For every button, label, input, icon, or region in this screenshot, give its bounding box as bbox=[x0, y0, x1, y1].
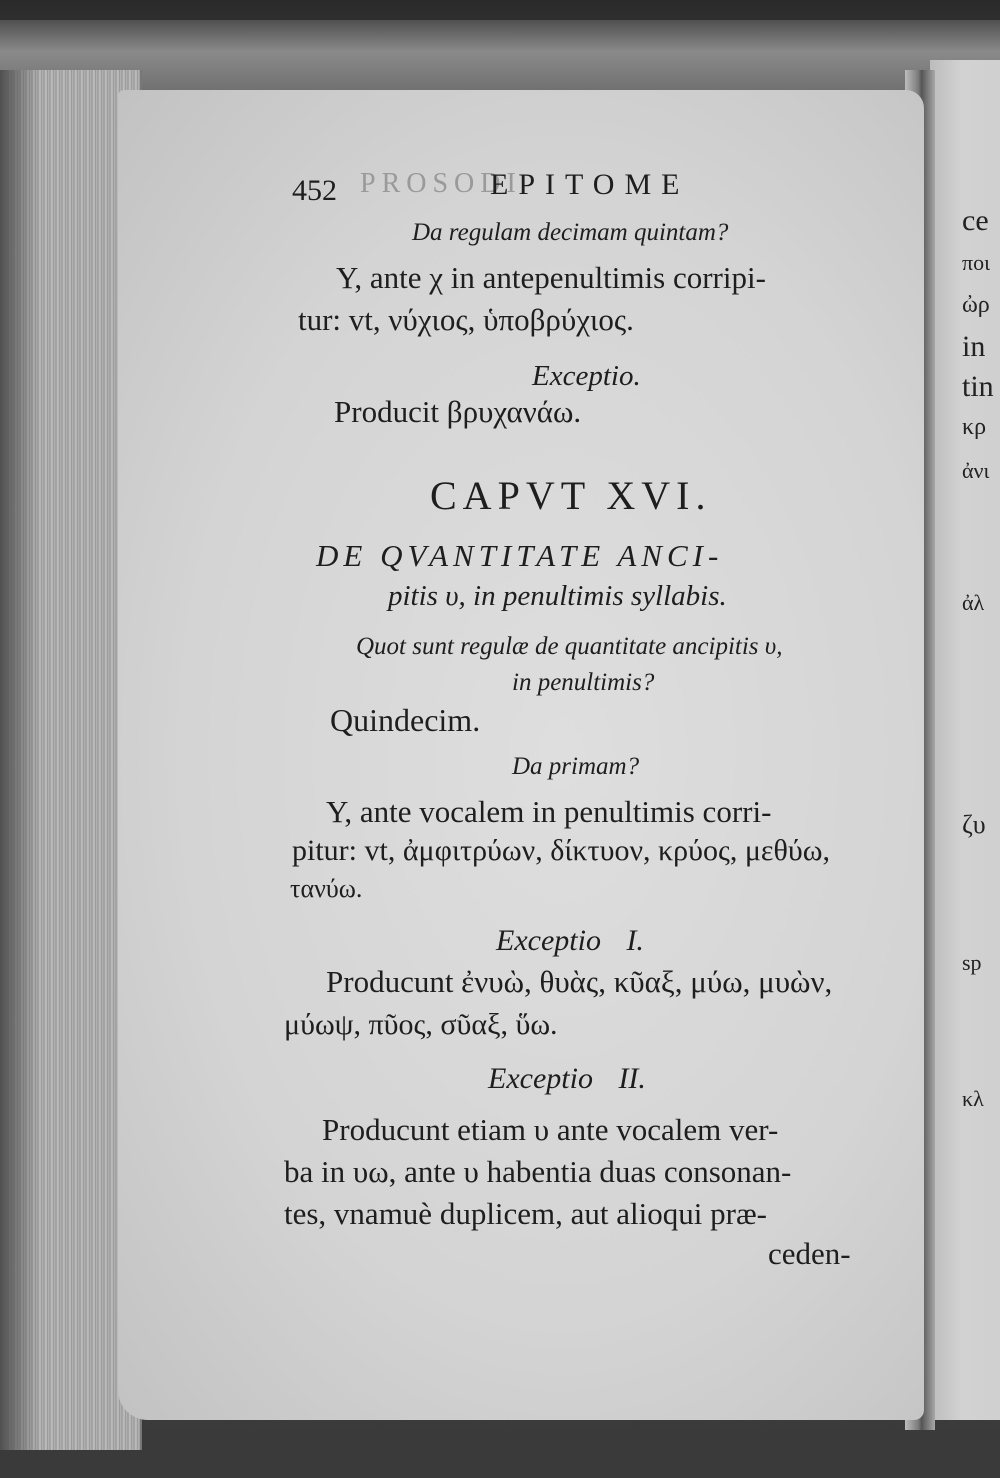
right-page-fragment: ce bbox=[962, 204, 989, 237]
rule-15-line-2: tur: vt, νύχιος, ὑποβρύχιος. bbox=[298, 302, 634, 337]
fore-edge-shadow bbox=[0, 70, 40, 1450]
question-count-line-1: Quot sunt regulæ de quantitate ancipitis υ, bbox=[356, 633, 783, 660]
page-number: 452 bbox=[292, 174, 337, 207]
exception-2-line-3: tes, vnamuè duplicem, aut alioqui præ- bbox=[284, 1196, 767, 1231]
exception-2-line-4: ceden- bbox=[768, 1236, 851, 1271]
right-page-fragment: κλ bbox=[962, 1086, 984, 1111]
right-page-fragment: ὠρ bbox=[962, 292, 990, 318]
exception-1-heading: Exceptio I. bbox=[496, 924, 644, 957]
chapter-subtitle-line-2: pitis υ, in penultimis syllabis. bbox=[388, 580, 727, 612]
right-page-fragment: ποι bbox=[962, 250, 991, 275]
exception-text: Producit βρυχανάω. bbox=[334, 394, 582, 429]
exception-1-line-2: μύωψ, πῦος, σῦαξ, ὕω. bbox=[284, 1008, 558, 1041]
right-page-fragment: ζυ bbox=[962, 810, 986, 839]
question-count-line-2: in penultimis? bbox=[512, 669, 655, 696]
right-page-fragment: ἀλ bbox=[962, 590, 985, 615]
question-rule-15: Da regulam decimam quintam? bbox=[412, 219, 729, 246]
running-head: EPITOME bbox=[490, 168, 690, 201]
exception-1-line-1: Producunt ἐνυὼ, θυὰς, κῦαξ, μύω, μυὼν, bbox=[326, 964, 833, 999]
exception-2-line-1: Producunt etiam υ ante vocalem ver- bbox=[322, 1112, 779, 1147]
rule-1-line-2: pitur: vt, ἀμφιτρύων, δίκτυον, κρύος, μεθύω, bbox=[292, 834, 830, 867]
question-rule-1: Da primam? bbox=[512, 753, 640, 780]
rule-15-line-1: Υ, ante χ in antepenultimis corripi- bbox=[336, 260, 766, 295]
answer-count: Quindecim. bbox=[330, 702, 481, 738]
book-top-edge bbox=[0, 20, 1000, 100]
right-page-fragment: sp bbox=[962, 950, 982, 975]
right-page-fragment: in bbox=[962, 330, 986, 363]
rule-1-line-1: Υ, ante vocalem in penultimis corri- bbox=[326, 794, 772, 829]
right-page-fragment: tin bbox=[962, 370, 994, 403]
exception-heading: Exceptio. bbox=[532, 360, 641, 392]
exception-2-heading: Exceptio II. bbox=[488, 1062, 646, 1095]
chapter-title: CAPVT XVI. bbox=[430, 473, 712, 518]
bleed-through-text: PROSODI bbox=[360, 168, 522, 199]
rule-1-line-3: τανύω. bbox=[290, 874, 363, 903]
right-page-fragment: κρ bbox=[962, 414, 987, 440]
right-page-fragment: ἀνι bbox=[962, 458, 990, 483]
exception-2-line-2: ba in υω, ante υ habentia duas consonan- bbox=[284, 1154, 792, 1189]
chapter-subtitle-line-1: DE QVANTITATE ANCI- bbox=[316, 538, 724, 573]
